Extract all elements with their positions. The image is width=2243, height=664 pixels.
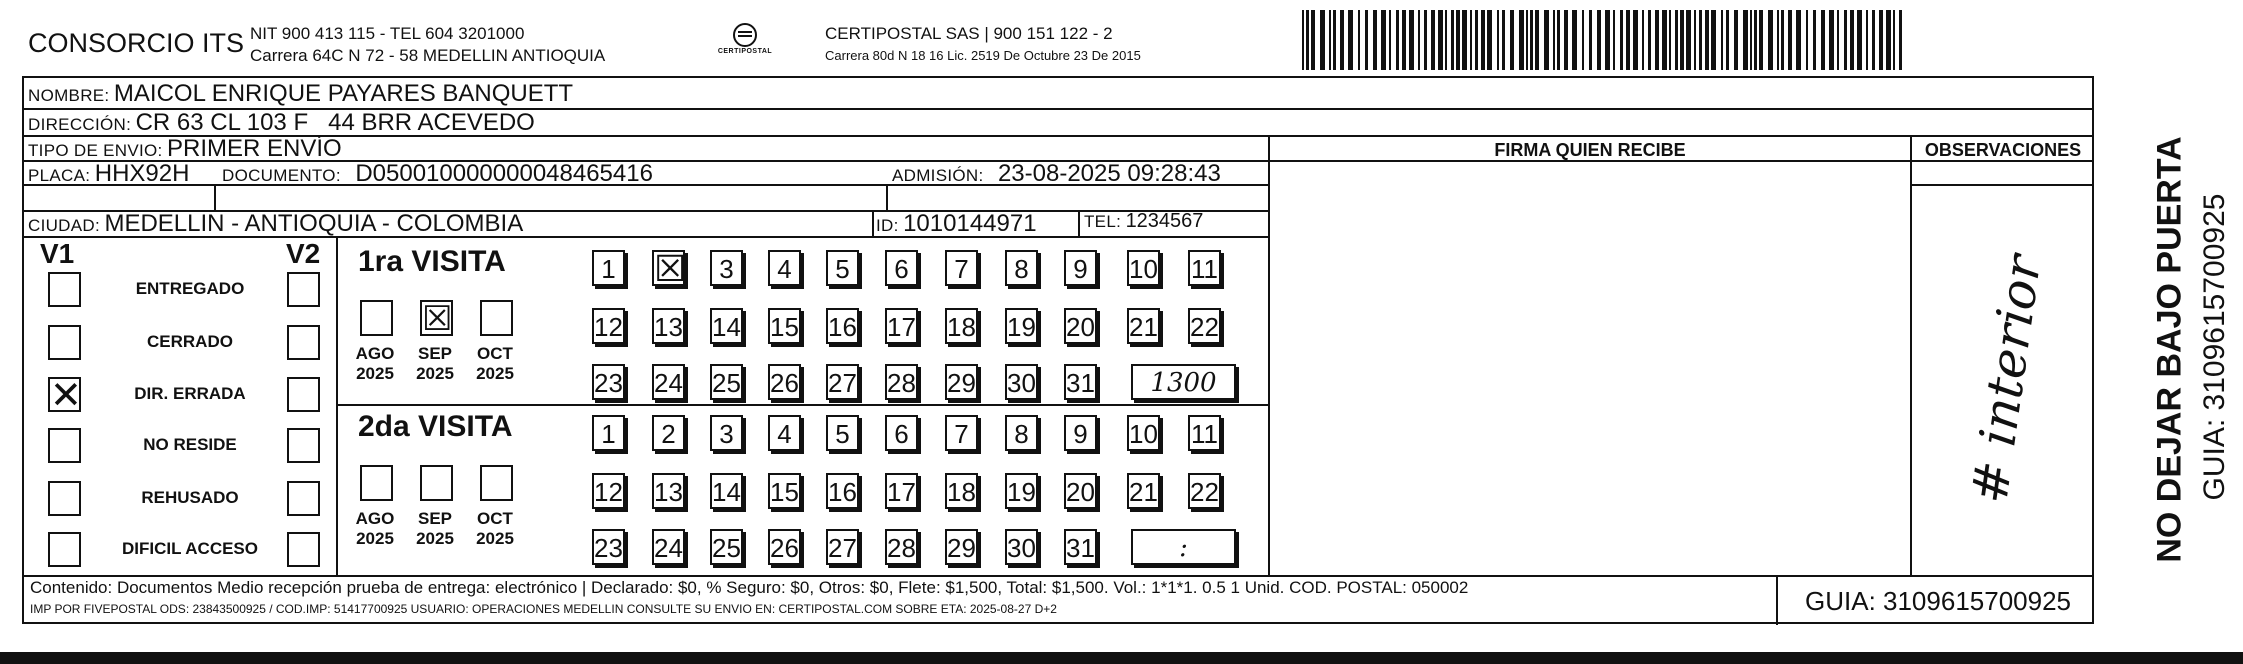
placa-label: PLACA: (28, 166, 91, 185)
status-label: DIFICIL ACCESO (121, 539, 258, 558)
status-v1-checkbox[interactable] (48, 428, 81, 463)
visit1-day-cell[interactable]: 3 (710, 250, 743, 286)
status-v2-checkbox[interactable] (287, 532, 320, 567)
barcode-bar (1893, 10, 1895, 70)
carrier-name: CERTIPOSTAL SAS | 900 151 122 - 2 (825, 24, 1113, 43)
visit2-title: 2da VISITA (358, 410, 513, 443)
barcode-bar (1788, 10, 1792, 70)
placa-value: HHX92H (94, 160, 190, 187)
visit2-day-cell[interactable]: 9 (1064, 415, 1097, 451)
side-guia: GUIA: 3109615700925 (2198, 193, 2231, 501)
barcode-bar (1613, 10, 1615, 70)
barcode-bar (1844, 10, 1847, 70)
barcode-bar (1557, 10, 1560, 70)
footer-content: Contenido: Documentos Medio recepción prueba de entrega: electrónico | Declarado: $0, % Seguro: $0, Otros: $0, Flete: $1,500, Total: $1,500. Vol.: 1*1*1. 0.5 1 Unid. COD. POSTAL: 050002 (30, 578, 1469, 597)
direccion-field (28, 109, 535, 137)
barcode-bar (1306, 10, 1309, 70)
barcode-bar (1553, 10, 1555, 70)
visit1-day-cell[interactable]: 10 (1127, 250, 1160, 286)
visit1-day-cell[interactable]: 11 (1188, 250, 1221, 286)
visit1-day-cell[interactable]: 23 (592, 364, 625, 400)
visit2-day-cell[interactable]: 31 (1064, 529, 1097, 565)
barcode-bar (1837, 10, 1839, 70)
status-v1-checkbox[interactable] (48, 272, 81, 307)
check-mark: ✕ (50, 375, 82, 417)
visit1-day-cell[interactable]: 21 (1127, 308, 1160, 344)
barcode-bar (1768, 10, 1773, 70)
admision-field (892, 160, 1221, 188)
company-name: CONSORCIO ITS (28, 28, 245, 58)
barcode-bar (1734, 10, 1738, 70)
barcode-bar (1340, 10, 1344, 70)
visit1-day-cell[interactable]: 15 (768, 308, 801, 344)
admision-value: 23-08-2025 09:28:43 (997, 160, 1221, 187)
visit1-day-cell[interactable]: 18 (945, 308, 978, 344)
visit1-month-label: OCT 2025 (476, 344, 514, 383)
id-label: ID: (876, 216, 899, 235)
barcode-bar (1497, 10, 1499, 70)
barcode-bar (1626, 10, 1630, 70)
visit1-day-cell[interactable]: 7 (945, 250, 978, 286)
visit1-day-cell[interactable]: 28 (885, 364, 918, 400)
tipo-envio-field (28, 135, 342, 163)
barcode-bar (1456, 10, 1460, 70)
barcode-bar (1564, 10, 1568, 70)
barcode-bar (1866, 10, 1868, 70)
direccion-value: CR 63 CL 103 F 44 BRR ACEVEDO (135, 109, 535, 136)
tel-value: 1234567 (1125, 210, 1204, 232)
visit1-day-cell[interactable]: 1 (592, 250, 625, 286)
barcode-bar (1302, 10, 1304, 70)
barcode-bar (1705, 10, 1709, 70)
barcode-bar (1470, 10, 1472, 70)
visit2-day-cell[interactable]: 8 (1005, 415, 1038, 451)
visit2-day-cell[interactable]: 4 (768, 415, 801, 451)
barcode-bar (1597, 10, 1601, 70)
visit2-day-cell[interactable]: 15 (768, 473, 801, 509)
visit2-day-cell[interactable]: 14 (710, 473, 743, 509)
barcode-bar (1589, 10, 1592, 70)
status-v1-checkbox[interactable] (48, 532, 81, 567)
barcode-bar (1675, 10, 1678, 70)
ciudad-label: CIUDAD: (28, 216, 100, 235)
visit2-day-cell[interactable]: 2 (652, 415, 685, 451)
barcode-bar (1320, 10, 1325, 70)
barcode-bar (1821, 10, 1825, 70)
barcode-bar (1358, 10, 1360, 70)
barcode-bar (1680, 10, 1684, 70)
visit2-day-cell[interactable]: 3 (710, 415, 743, 451)
side-notice: NO DEJAR BAJO PUERTA (2150, 136, 2189, 563)
barcode-bar (1857, 10, 1862, 70)
barcode-bar (1669, 10, 1671, 70)
visit2-time-field[interactable]: : (1131, 529, 1236, 565)
barcode-bar (1813, 10, 1816, 70)
status-label: NO RESIDE (143, 435, 237, 454)
visit1-day-cell[interactable]: 25 (710, 364, 743, 400)
placa-field (28, 160, 189, 188)
barcode-bar (1510, 10, 1514, 70)
visit1-day-cell[interactable]: 22 (1188, 308, 1221, 344)
id-field (876, 210, 1037, 238)
barcode-bar (1418, 10, 1420, 70)
tipo-envio-label: TIPO DE ENVIO: (28, 141, 163, 160)
barcode-bar (1872, 10, 1875, 70)
barcode-bar (1526, 10, 1528, 70)
barcode-bar (1781, 10, 1784, 70)
visit1-day-cell[interactable]: 19 (1005, 308, 1038, 344)
documento-label: DOCUMENTO: (222, 166, 341, 185)
barcode-bar (1409, 10, 1414, 70)
barcode-bar (1899, 10, 1902, 70)
visit1-time-field[interactable]: 1300 (1131, 364, 1236, 400)
id-value: 1010144971 (903, 210, 1037, 237)
visit1-month-label: SEP 2025 (416, 344, 454, 383)
visit2-day-cell[interactable]: 25 (710, 529, 743, 565)
status-v1-checkbox[interactable] (48, 481, 81, 516)
barcode-bar (1502, 10, 1505, 70)
visit2-day-cell[interactable]: 16 (826, 473, 859, 509)
visit1-month-checkbox[interactable] (360, 300, 393, 336)
barcode-bar (1662, 10, 1667, 70)
nombre-label: NOMBRE: (28, 86, 110, 105)
visit2-day-cell[interactable]: 7 (945, 415, 978, 451)
status-v2-checkbox[interactable] (287, 428, 320, 463)
barcode-bar (1519, 10, 1524, 70)
documento-field (222, 160, 653, 188)
barcode-bar (1445, 10, 1447, 70)
status-v2-checkbox[interactable] (287, 272, 320, 307)
visit2-day-cell[interactable]: 22 (1188, 473, 1221, 509)
visit2-day-cell[interactable]: 26 (768, 529, 801, 565)
ciudad-field (28, 210, 523, 238)
visit1-title: 1ra VISITA (358, 245, 506, 278)
barcode-bar (1544, 10, 1549, 70)
barcode-bar (1329, 10, 1331, 70)
observaciones-handwritten: # interior (1960, 251, 2053, 507)
visit1-day-cell[interactable]: 31 (1064, 364, 1097, 400)
visit2-day-cell[interactable]: 27 (826, 529, 859, 565)
barcode-bar (1699, 10, 1702, 70)
company-nit: NIT 900 413 115 - TEL 604 3201000 (250, 24, 525, 43)
barcode-bar (1879, 10, 1883, 70)
barcode-bar (1633, 10, 1638, 70)
visit2-day-cell[interactable]: 6 (885, 415, 918, 451)
barcode-bar (1333, 10, 1336, 70)
check-mark: ☒ (654, 248, 687, 289)
barcode-bar (1726, 10, 1729, 70)
visit1-day-cell[interactable]: 8 (1005, 250, 1038, 286)
barcode-bar (1694, 10, 1696, 70)
visit1-day-cell[interactable]: 6 (885, 250, 918, 286)
barcode-bar (1389, 10, 1391, 70)
documento-value: D050010000000048465416 (355, 160, 653, 187)
visit2-day-cell[interactable]: 23 (592, 529, 625, 565)
barcode-bar (1381, 10, 1386, 70)
barcode-bar (1451, 10, 1454, 70)
visit1-day-cell[interactable]: 26 (768, 364, 801, 400)
ciudad-value: MEDELLIN - ANTIOQUIA - COLOMBIA (104, 210, 524, 237)
visit2-day-cell[interactable]: 10 (1127, 415, 1160, 451)
visit1-day-cell[interactable]: 14 (710, 308, 743, 344)
barcode-bar (1620, 10, 1623, 70)
visit1-day-cell[interactable]: 30 (1005, 364, 1038, 400)
barcode-bar (1850, 10, 1854, 70)
check-mark: ☒ (422, 300, 453, 338)
status-v1-checkbox[interactable] (48, 375, 82, 417)
barcode-bar (1655, 10, 1659, 70)
barcode (1302, 0, 1907, 75)
barcode-bar (1582, 10, 1584, 70)
nombre-field (28, 80, 573, 108)
tel-label: TEL: (1084, 212, 1122, 231)
visit2-month-label: SEP 2025 (416, 509, 454, 548)
v2-label: V2 (286, 238, 321, 269)
status-v2-checkbox[interactable] (287, 325, 320, 360)
visit2-day-cell[interactable]: 21 (1127, 473, 1160, 509)
barcode-bar (1475, 10, 1478, 70)
status-v1-checkbox[interactable] (48, 325, 81, 360)
barcode-bar (1487, 10, 1492, 70)
barcode-bar (1754, 10, 1757, 70)
bottom-rule (0, 652, 2243, 664)
barcode-bar (1481, 10, 1485, 70)
visit1-day-cell[interactable]: 4 (768, 250, 801, 286)
barcode-bar (1750, 10, 1752, 70)
visit2-day-cell[interactable]: 12 (592, 473, 625, 509)
barcode-bar (1396, 10, 1399, 70)
barcode-bar (1777, 10, 1779, 70)
footer-meta: IMP POR FIVEPOSTAL ODS: 23843500925 / COD.IMP: 51417700925 USUARIO: OPERACIONES MEDELLIN CONSULTE SU ENVIO EN: CERTIPOSTAL.COM SOBRE ETA: 2025-08-27 D+2 (30, 602, 1057, 616)
visit1-day-cell[interactable]: 5 (826, 250, 859, 286)
visit1-day-cell[interactable]: 29 (945, 364, 978, 400)
visit2-month-checkbox[interactable] (480, 465, 513, 501)
barcode-bar (1642, 10, 1644, 70)
visit1-month-checkbox[interactable] (420, 300, 453, 336)
nombre-value: MAICOL ENRIQUE PAYARES BANQUETT (113, 80, 574, 107)
logo-text: CERTIPOSTAL (717, 48, 773, 55)
visit1-day-cell[interactable] (652, 248, 687, 289)
visit2-month-label: AGO 2025 (355, 509, 395, 548)
barcode-bar (1462, 10, 1467, 70)
visit1-day-cell[interactable]: 17 (885, 308, 918, 344)
visit2-day-cell[interactable]: 11 (1188, 415, 1221, 451)
admision-label: ADMISIÓN: (892, 166, 984, 185)
visit2-day-cell[interactable]: 24 (652, 529, 685, 565)
barcode-bar (1605, 10, 1610, 70)
signature-area[interactable] (1272, 186, 1908, 574)
visit2-day-cell[interactable]: 18 (945, 473, 978, 509)
visit1-day-cell[interactable]: 16 (826, 308, 859, 344)
barcode-bar (1829, 10, 1834, 70)
visit1-day-cell[interactable]: 20 (1064, 308, 1097, 344)
visit2-day-cell[interactable]: 13 (652, 473, 685, 509)
barcode-bar (1365, 10, 1368, 70)
visit2-month-checkbox[interactable] (360, 465, 393, 501)
barcode-bar (1402, 10, 1406, 70)
visit1-day-cell[interactable]: 24 (652, 364, 685, 400)
barcode-bar (1759, 10, 1763, 70)
company-address: Carrera 64C N 72 - 58 MEDELLIN ANTIOQUIA (250, 46, 606, 65)
v1-label: V1 (40, 238, 75, 269)
visit2-day-cell[interactable]: 20 (1064, 473, 1097, 509)
direccion-label: DIRECCIÓN: (28, 115, 132, 134)
barcode-bar (1796, 10, 1801, 70)
barcode-bar (1431, 10, 1435, 70)
visit2-day-cell[interactable]: 19 (1005, 473, 1038, 509)
visit2-month-checkbox[interactable] (420, 465, 453, 501)
barcode-bar (1721, 10, 1723, 70)
status-label: REHUSADO (141, 488, 239, 507)
visit1-day-cell[interactable]: 12 (592, 308, 625, 344)
visit1-month-label: AGO 2025 (355, 344, 395, 383)
visit1-day-cell[interactable]: 13 (652, 308, 685, 344)
tipo-envio-value: PRIMER ENVÍO (167, 135, 342, 162)
status-v2-checkbox[interactable] (287, 481, 320, 516)
status-v2-checkbox[interactable] (287, 377, 320, 412)
visit2-day-cell[interactable]: 29 (945, 529, 978, 565)
visit1-month-checkbox[interactable] (480, 300, 513, 336)
barcode-bar (1311, 10, 1315, 70)
status-label: DIR. ERRADA (134, 384, 246, 403)
barcode-bar (1373, 10, 1377, 70)
footer-guia: GUIA: 3109615700925 (1805, 586, 2071, 616)
visit1-day-cell[interactable]: 9 (1064, 250, 1097, 286)
status-label: ENTREGADO (135, 279, 245, 298)
certipostal-logo (715, 22, 775, 70)
barcode-bar (1424, 10, 1427, 70)
visit2-day-cell[interactable]: 17 (885, 473, 918, 509)
visit2-day-cell[interactable]: 1 (592, 415, 625, 451)
barcode-bar (1530, 10, 1533, 70)
status-label: CERRADO (147, 332, 233, 351)
barcode-bar (1572, 10, 1577, 70)
visit2-month-label: OCT 2025 (476, 509, 514, 548)
tel-field (1084, 210, 1203, 233)
barcode-bar (1438, 10, 1443, 70)
barcode-bar (1686, 10, 1691, 70)
barcode-bar (1886, 10, 1891, 70)
barcode-bar (1711, 10, 1716, 70)
visit2-day-cell[interactable]: 28 (885, 529, 918, 565)
barcode-bar (1743, 10, 1748, 70)
visit1-day-cell[interactable]: 27 (826, 364, 859, 400)
barcode-bar (1348, 10, 1353, 70)
barcode-bar (1806, 10, 1808, 70)
carrier-address: Carrera 80d N 18 16 Lic. 2519 De Octubre 23 De 2015 (825, 48, 1141, 63)
visit2-day-cell[interactable]: 30 (1005, 529, 1038, 565)
barcode-bar (1648, 10, 1651, 70)
visit2-day-cell[interactable]: 5 (826, 415, 859, 451)
barcode-bar (1535, 10, 1539, 70)
